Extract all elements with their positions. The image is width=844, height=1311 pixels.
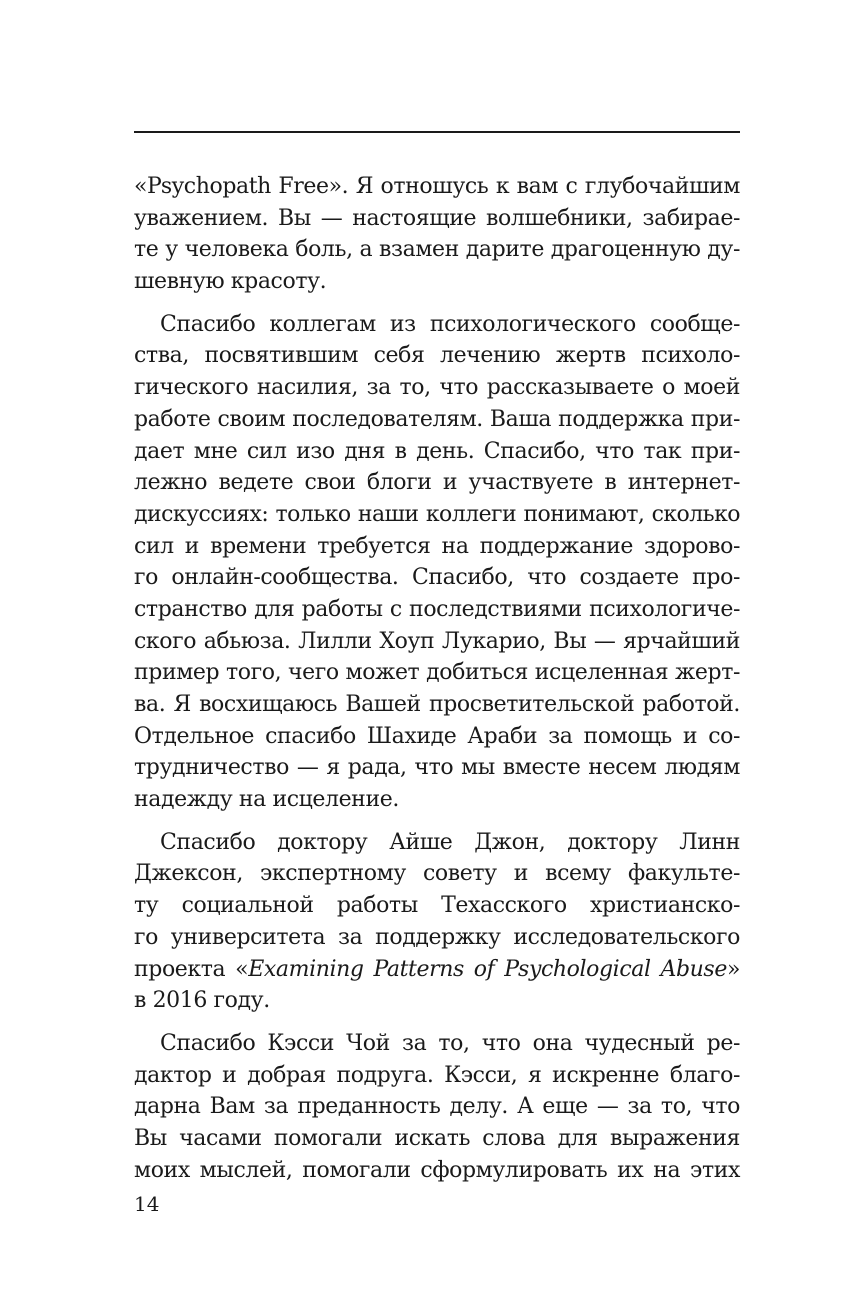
- paragraph-2: [134, 309, 740, 816]
- paragraph-1: [134, 171, 740, 298]
- text-line: ства, посвятившим себя лечению жертв психоло-: [134, 343, 740, 369]
- text-line: Вы часами помогали искать слова для выражения: [134, 1125, 740, 1151]
- paragraph-3: [134, 827, 740, 1017]
- text-line: пример того, чего может добиться исцеленная жерт-: [134, 660, 740, 686]
- text-line: «Psychopath Free». Я отношусь к вам с глубочайшим: [134, 174, 740, 199]
- text-line: го университета за поддержку исследовательского: [134, 924, 740, 950]
- header-rule: [134, 131, 740, 133]
- text-line: шевную красоту.: [134, 269, 327, 295]
- paragraph-4: [134, 1028, 740, 1186]
- text-line: Спасибо доктору Айше Джон, доктору Линн: [160, 829, 740, 855]
- text-line: го онлайн-сообщества. Спасибо, что создаете про-: [134, 565, 740, 591]
- text-line: работе своим последователям. Ваша поддержка при-: [134, 406, 740, 432]
- text-line: лежно ведете свои блоги и участвуете в интернет-: [134, 470, 740, 496]
- text-line: гического насилия, за то, что рассказываете о моей: [134, 375, 740, 401]
- text-line: ту социальной работы Техасского христианско-: [134, 893, 740, 919]
- text-line: уважением. Вы — настоящие волшебники, забирае-: [134, 205, 740, 231]
- text-line: сил и времени требуется на поддержание здорово-: [134, 533, 740, 559]
- text-line: Джексон, экспертному совету и всему факульте-: [134, 861, 740, 887]
- body-text: [134, 171, 740, 1186]
- text-line: Спасибо коллегам из психологического сообще-: [160, 311, 740, 337]
- text-line: дискуссиях: только наши коллеги понимают, сколько: [134, 501, 740, 527]
- text-line: надежду на исцеление.: [134, 787, 399, 813]
- text-line: ва. Я восхищаюсь Вашей просветительской работой.: [134, 692, 740, 717]
- project-prefix: проекта «: [134, 956, 249, 982]
- text-line: дактор и добрая подруга. Кэсси, я искренне благо-: [134, 1062, 740, 1088]
- text-line: дарна Вам за преданность делу. А еще — за то, что: [134, 1094, 740, 1120]
- project-title: Examining Patterns of Psychological Abuse: [248, 956, 727, 982]
- text-line: странство для работы с последствиями психологиче-: [134, 596, 740, 622]
- text-line: [134, 954, 740, 986]
- text-line: те у человека боль, а взамен дарите драгоценную ду-: [134, 237, 740, 263]
- text-line: в 2016 году.: [134, 988, 270, 1014]
- text-line: моих мыслей, помогали сформулировать их на этих: [134, 1157, 740, 1183]
- text-line: трудничество — я рада, что мы вместе несем людям: [134, 755, 740, 781]
- page-number: 14: [134, 1192, 160, 1216]
- text-line: дает мне сил изо дня в день. Спасибо, что так при-: [134, 438, 740, 464]
- text-line: ского абьюза. Лилли Хоуп Лукарио, Вы — ярчайший: [134, 628, 740, 654]
- project-suffix: »: [726, 956, 741, 982]
- text-line: Спасибо Кэсси Чой за то, что она чудесный ре-: [160, 1030, 740, 1056]
- text-line: Отдельное спасибо Шахиде Араби за помощь и со-: [134, 723, 740, 749]
